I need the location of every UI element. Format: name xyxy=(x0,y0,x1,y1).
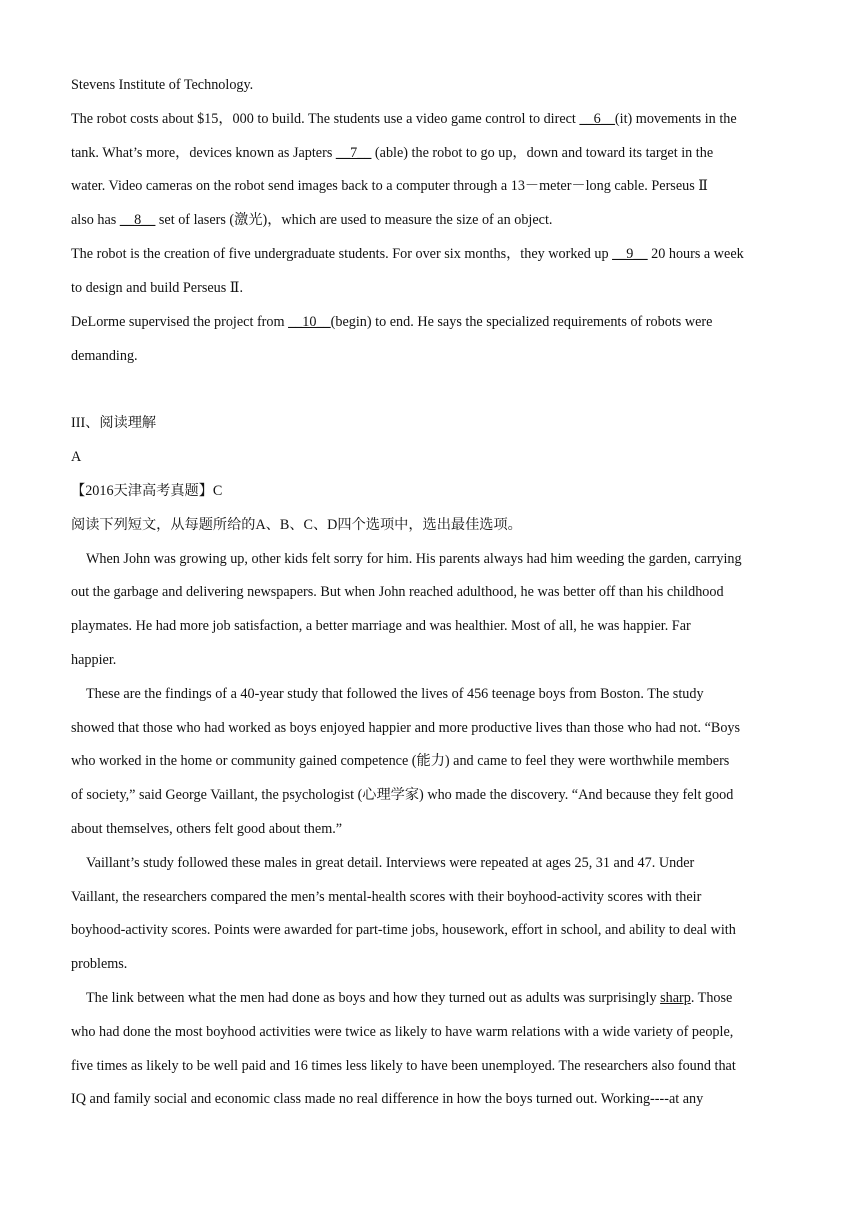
blank-7: __7__ xyxy=(335,145,372,161)
text-line: showed that those who had worked as boys enjoyed happier and more productive lives than those who had not. “Boys xyxy=(71,720,741,736)
text-line: who worked in the home or community gained competence (能力) and came to feel they were worthwhile members xyxy=(71,753,730,769)
text-line: boyhood-activity scores. Points were awarded for part-time jobs, housework, effort in school, and ability to deal with xyxy=(71,922,736,938)
text-segment: The robot is the creation of five undergraduate students. For over six months，they worked up xyxy=(71,246,613,262)
text-segment: The link between what the men had done as boys and how they turned out as adults was surprisingly xyxy=(86,990,661,1006)
blank-6: __6__ xyxy=(579,111,615,127)
blank-9: __9__ xyxy=(612,246,648,262)
text-segment: set of lasers (激光)，which are used to measure the size of an object. xyxy=(155,212,553,228)
text-line: Vaillant, the researchers compared the men’s mental-health scores with their boyhood-activity scores with their xyxy=(71,889,702,905)
passage-label: A xyxy=(71,449,82,465)
text-line: to design and build Perseus Ⅱ. xyxy=(71,280,243,296)
text-line xyxy=(71,210,552,230)
blank-8: __8__ xyxy=(119,212,156,228)
text-line: of society,” said George Vaillant, the psychologist (心理学家) who made the discovery. “And because they felt good xyxy=(71,787,734,803)
text-segment: (able) the robot to go up，down and toward its target in the xyxy=(371,145,714,161)
text-line xyxy=(71,312,712,332)
section-heading: III、阅读理解 xyxy=(71,415,157,431)
text-line: happier. xyxy=(71,652,117,668)
text-segment: The robot costs about $15，000 to build. The students use a video game control to direct xyxy=(71,111,580,127)
text-line: playmates. He had more job satisfaction, a better marriage and was healthier. Most of all, he was happier. Far xyxy=(71,618,691,634)
text-line xyxy=(71,109,737,129)
text-line: IQ and family social and economic class made no real difference in how the boys turned out. Working----at any xyxy=(71,1091,704,1107)
text-line: Vaillant’s study followed these males in great detail. Interviews were repeated at ages 25, 31 and 47. Under xyxy=(86,855,695,871)
instructions: 阅读下列短文，从每题所给的A、B、C、D四个选项中，选出最佳选项。 xyxy=(71,517,522,533)
text-line: water. Video cameras on the robot send images back to a computer through a 13－meter－long cable. Perseus Ⅱ xyxy=(71,178,708,194)
text-line: about themselves, others felt good about them.” xyxy=(71,821,343,837)
source-label: 【2016天津高考真题】C xyxy=(71,483,223,499)
text-segment: also has xyxy=(71,212,120,228)
text-line xyxy=(71,143,713,163)
text-segment: . Those xyxy=(690,990,733,1006)
text-line: problems. xyxy=(71,956,128,972)
text-line: five times as likely to be well paid and 16 times less likely to have been unemployed. The researchers also found that xyxy=(71,1058,736,1074)
text-line: who had done the most boyhood activities were twice as likely to have warm relations with a wide variety of people, xyxy=(71,1024,734,1040)
text-segment: DeLorme supervised the project from xyxy=(71,314,289,330)
blank-10: __10__ xyxy=(288,314,331,330)
text-line: These are the findings of a 40-year study that followed the lives of 456 teenage boys from Boston. The study xyxy=(86,686,704,702)
underlined-word: sharp xyxy=(660,990,691,1006)
text-segment: (begin) to end. He says the specialized requirements of robots were xyxy=(330,314,713,330)
text-line: Stevens Institute of Technology. xyxy=(71,77,254,93)
text-segment: (it) movements in the xyxy=(614,111,737,127)
text-line: demanding. xyxy=(71,348,138,364)
text-segment: 20 hours a week xyxy=(647,246,744,262)
text-line: When John was growing up, other kids felt sorry for him. His parents always had him weeding the garden, carrying xyxy=(86,551,742,567)
text-line xyxy=(86,988,732,1008)
text-line: out the garbage and delivering newspapers. But when John reached adulthood, he was better off than his childhood xyxy=(71,584,724,600)
text-line xyxy=(71,244,744,264)
text-segment: tank. What’s more，devices known as Japters xyxy=(71,145,336,161)
